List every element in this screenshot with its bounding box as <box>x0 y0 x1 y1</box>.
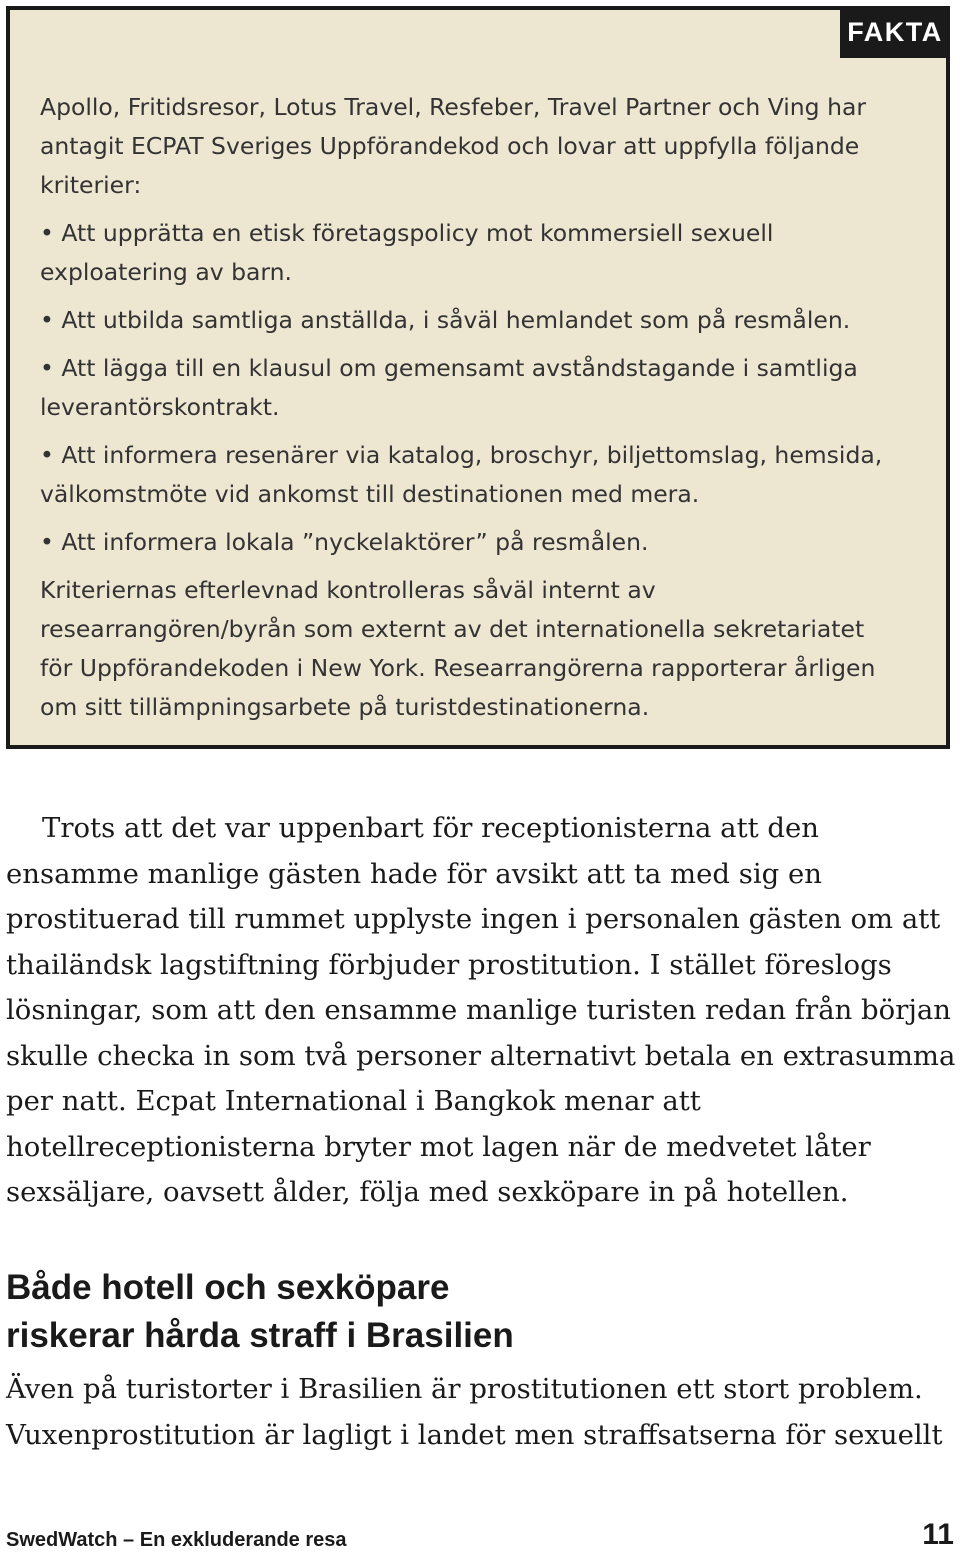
fakta-bullet: • Att lägga till en klausul om gemensamt avståndstagande i samtliga leverantörskontrakt. <box>40 349 900 427</box>
section-heading <box>6 1264 906 1360</box>
section-heading-line-1: Både hotell och sexköpare <box>6 1268 450 1307</box>
article-body <box>6 806 956 1216</box>
fakta-label: FAKTA <box>840 6 950 58</box>
fakta-closing: Kriteriernas efterlevnad kontrolleras såväl internt av researrangören/byrån som externt av det internationella sekretariatet för Uppförandekoden i New York. Researrangörerna rapporterar årligen om sitt tillämpningsarbete på turistdestinationerna. <box>40 576 876 721</box>
fakta-bullet: • Att utbilda samtliga anställda, i såväl hemlandet som på resmålen. <box>40 301 900 340</box>
fakta-bullet: • Att upprätta en etisk företagspolicy mot kommersiell sexuell exploatering av barn. <box>40 214 900 292</box>
fakta-content <box>40 88 900 736</box>
fakta-intro: Apollo, Fritidsresor, Lotus Travel, Resfeber, Travel Partner och Ving har antagit ECPAT Sveriges Uppförandekod och lovar att uppfylla följande kriterier: <box>40 93 867 199</box>
page-footer <box>6 1520 954 1556</box>
section-paragraph: Även på turistorter i Brasilien är prostitutionen ett stort problem. Vuxenprostitution är lagligt i landet men straffsatserna för sexuellt <box>6 1373 943 1451</box>
fakta-bullet: • Att informera lokala ”nyckelaktörer” på resmålen. <box>40 523 900 562</box>
fakta-box <box>6 6 950 749</box>
article-paragraph: Trots att det var uppenbart för receptionisterna att den ensamme manlige gästen hade för avsikt att ta med sig en prostituerad till rummet upplyste ingen i personalen gästen om att thailändsk lagstiftning förbjuder prostitution. I stället föreslogs lösningar, som att den ensamme manlige turisten redan från början skulle checka in som två personer alternativt betala en extrasumma per natt. Ecpat International i Bangkok menar att hotellreceptionisterna bryter mot lagen när de medvetet låter sexsäljare, oavsett ålder, följa med sexköpare in på hotellen. <box>6 812 956 1208</box>
fakta-bullet: • Att informera resenärer via katalog, broschyr, biljettomslag, hemsida, välkomstmöte vid ankomst till destinationen med mera. <box>40 436 900 514</box>
section-heading-line-2: riskerar hårda straff i Brasilien <box>6 1316 514 1355</box>
page-number: 11 <box>922 1518 954 1551</box>
footer-publication-title: SwedWatch – En exkluderande resa <box>6 1529 347 1551</box>
